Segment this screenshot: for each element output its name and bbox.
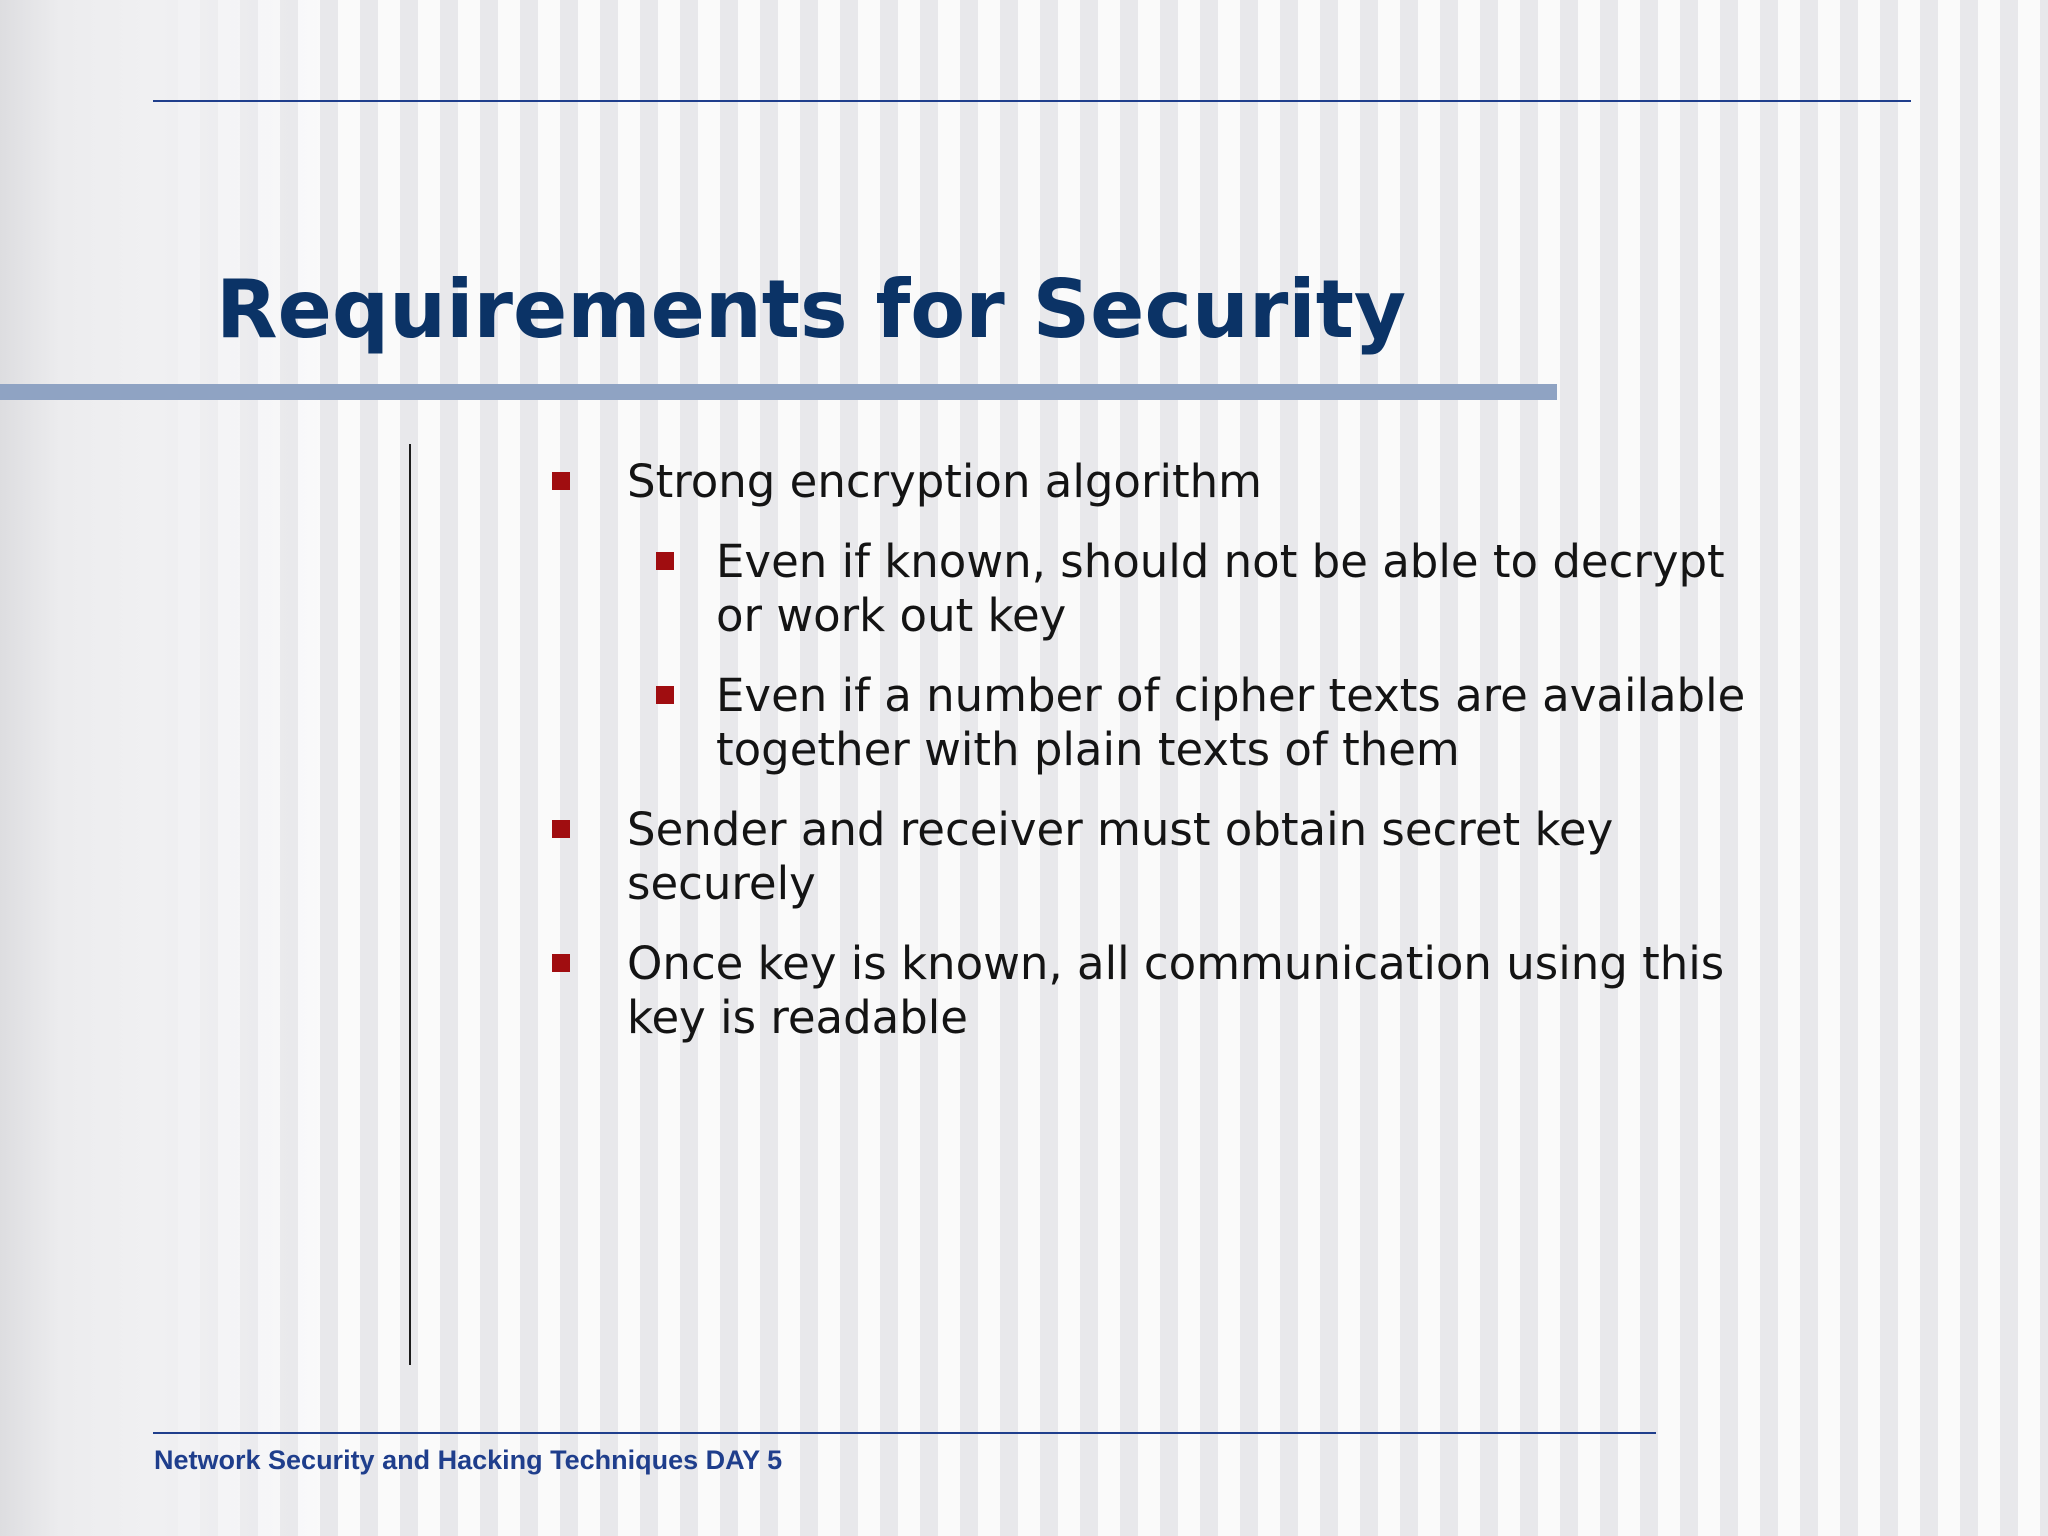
bullet-list bbox=[540, 455, 1780, 1071]
sub-bullet-item bbox=[540, 535, 1780, 643]
bullet-text: Even if a number of cipher texts are available together with plain texts of them bbox=[716, 669, 1746, 776]
bullet-text: Strong encryption algorithm bbox=[627, 455, 1262, 508]
bullet-item bbox=[540, 937, 1780, 1045]
bullet-square-icon bbox=[552, 472, 570, 490]
top-divider-line bbox=[153, 100, 1911, 102]
bullet-text: Even if known, should not be able to decrypt or work out key bbox=[716, 535, 1725, 642]
bullet-square-icon bbox=[656, 552, 674, 570]
bullet-text: Once key is known, all communication using this key is readable bbox=[627, 937, 1725, 1044]
bullet-square-icon bbox=[552, 820, 570, 838]
bullet-text: Sender and receiver must obtain secret key securely bbox=[627, 803, 1614, 910]
bullet-item bbox=[540, 803, 1780, 911]
footer-text: Network Security and Hacking Techniques DAY 5 bbox=[154, 1445, 783, 1475]
left-vertical-line bbox=[409, 444, 411, 1365]
bullet-square-icon bbox=[656, 686, 674, 704]
bullet-square-icon bbox=[552, 954, 570, 972]
sub-bullet-item bbox=[540, 669, 1780, 777]
title-underline-band bbox=[0, 384, 1557, 400]
slide-title: Requirements for Security bbox=[216, 263, 1407, 356]
bullet-item bbox=[540, 455, 1780, 509]
bottom-divider-line bbox=[153, 1432, 1656, 1434]
